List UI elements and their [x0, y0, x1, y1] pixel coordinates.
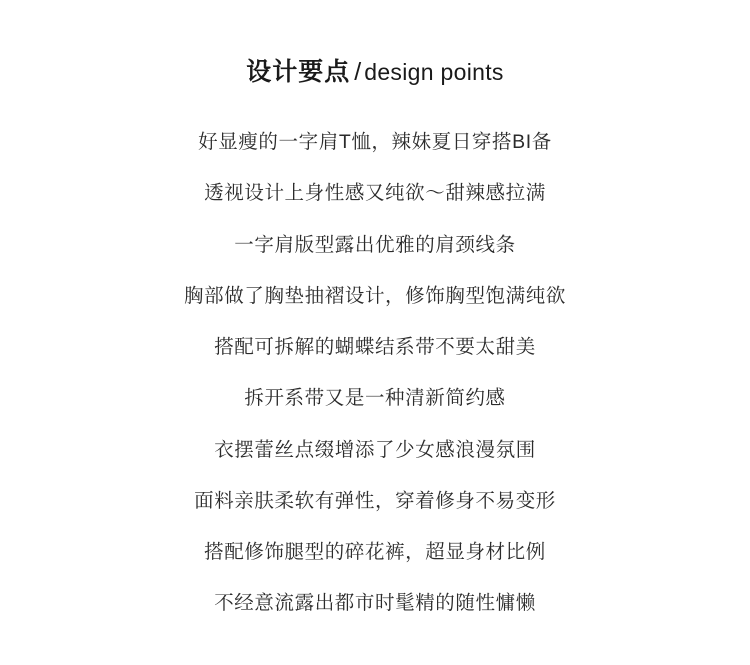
- page-title-english: design points: [364, 59, 504, 85]
- page-title-separator: /: [354, 58, 362, 86]
- list-item: 不经意流露出都市时髦精的随性慵懒: [214, 592, 536, 615]
- list-item: 搭配修饰腿型的碎花裤，超显身材比例: [204, 541, 546, 564]
- list-item: 胸部做了胸垫抽褶设计，修饰胸型饱满纯欲: [184, 284, 566, 307]
- list-item: 搭配可拆解的蝴蝶结系带不要太甜美: [214, 336, 536, 359]
- list-item: 拆开系带又是一种清新简约感: [244, 387, 506, 410]
- page-title-chinese: 设计要点: [246, 58, 351, 86]
- list-item: 好显瘦的一字肩T恤，辣妹夏日穿搭BI备: [198, 131, 552, 153]
- list-item: 一字肩版型露出优雅的肩颈线条: [234, 233, 516, 256]
- list-item: 面料亲肤柔软有弹性，穿着修身不易变形: [194, 489, 556, 512]
- design-points-list: [0, 128, 750, 618]
- page-title: [246, 52, 503, 88]
- list-item: 透视设计上身性感又纯欲～甜辣感拉满: [204, 182, 546, 205]
- list-item: 衣摆蕾丝点缀增添了少女感浪漫氛围: [214, 438, 536, 461]
